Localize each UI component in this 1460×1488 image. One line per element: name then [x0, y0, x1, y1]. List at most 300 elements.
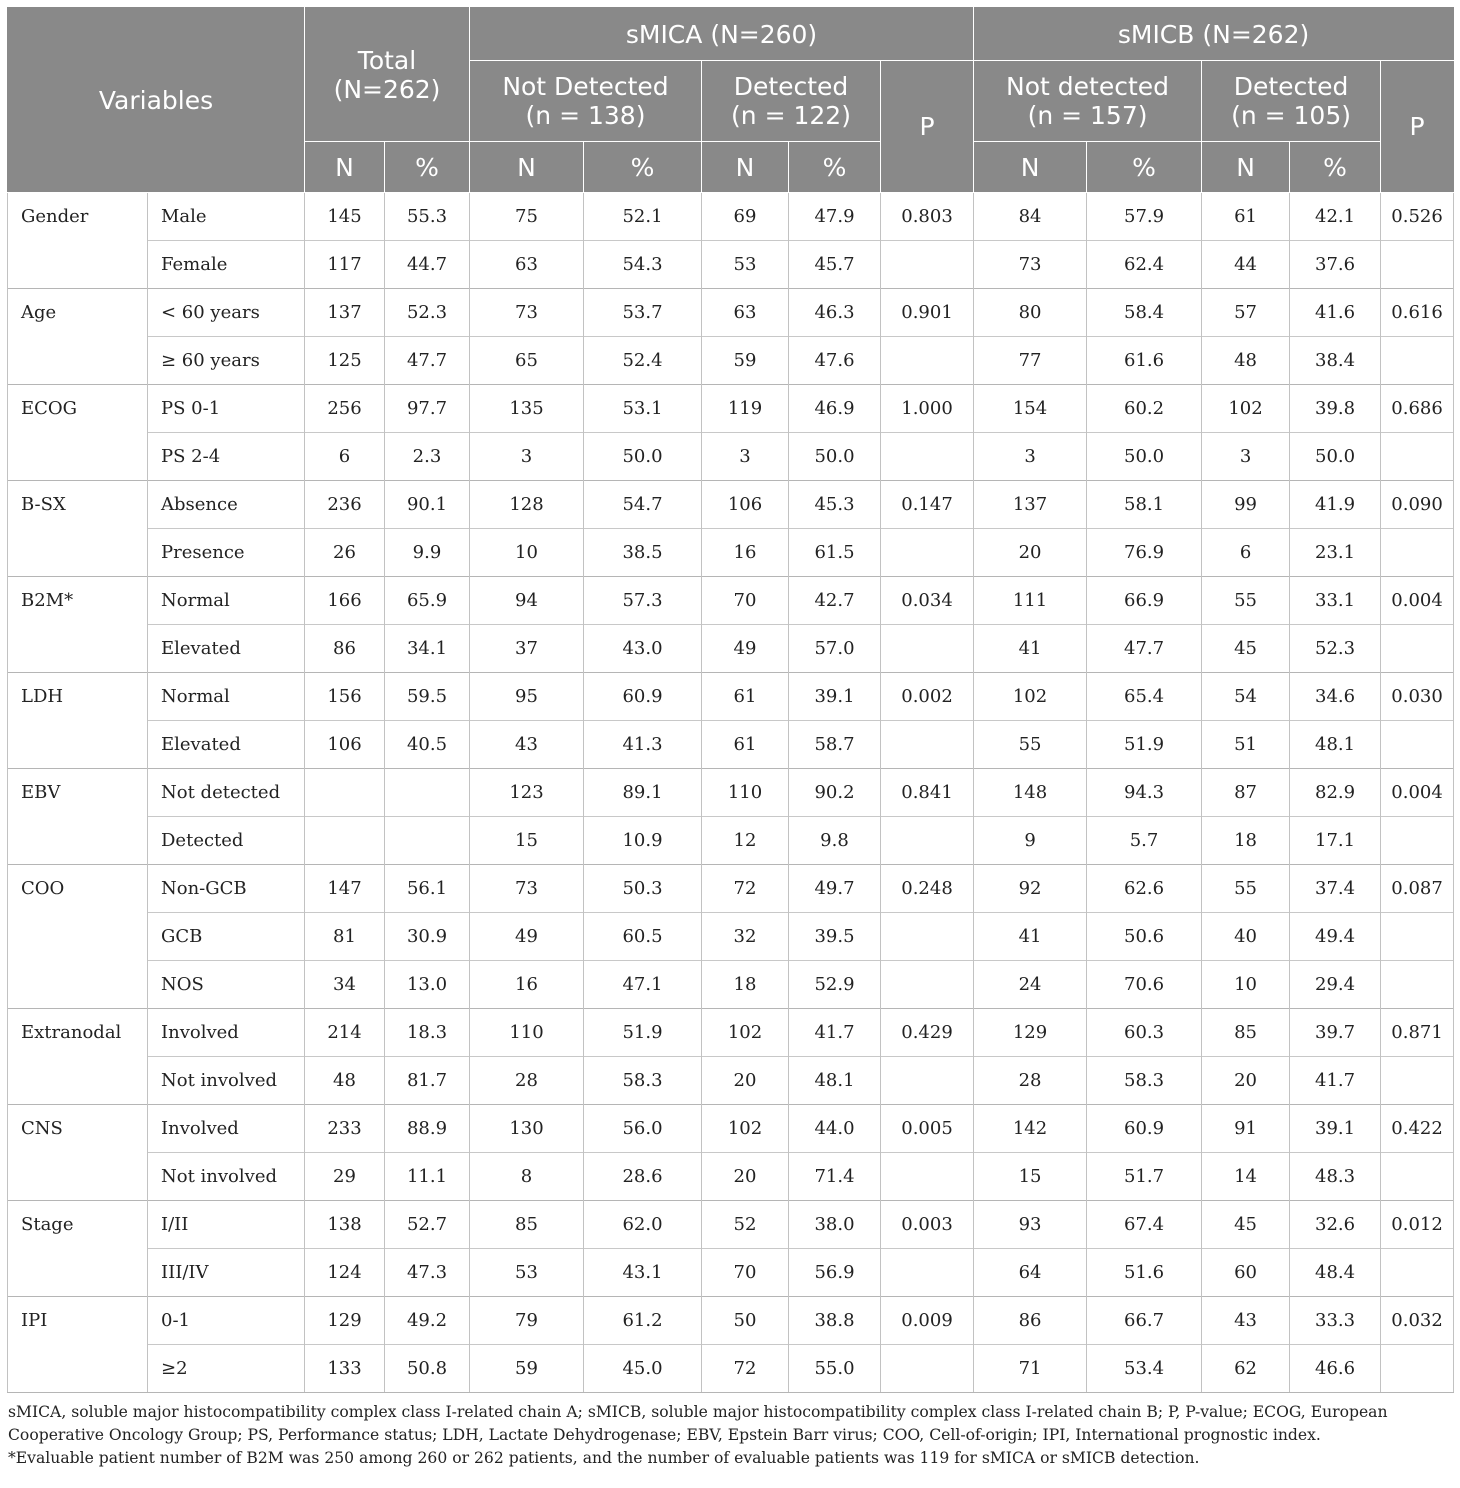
smicb-p-cell: 0.030: [1381, 673, 1454, 721]
smicb-d-n-cell: 40: [1202, 913, 1290, 961]
smica-nd-pct-header: %: [584, 142, 702, 193]
smica-d-pct-cell: 38.8: [789, 1297, 881, 1345]
category-cell: Involved: [148, 1009, 305, 1057]
smica-d-pct-cell: 39.5: [789, 913, 881, 961]
smica-d-n-header: N: [702, 142, 789, 193]
variable-cell: IPI: [8, 1297, 148, 1345]
variable-cell: ECOG: [8, 385, 148, 433]
smicb-nd-pct-cell: 62.6: [1087, 865, 1202, 913]
smica-nd-pct-cell: 89.1: [584, 769, 702, 817]
smica-d-pct-cell: 42.7: [789, 577, 881, 625]
smica-nd-pct-cell: 10.9: [584, 817, 702, 865]
category-cell: Female: [148, 241, 305, 289]
smica-not-detected-line1: Not Detected: [502, 72, 669, 101]
smicb-d-n-cell: 45: [1202, 625, 1290, 673]
smica-p-cell: 0.803: [881, 193, 974, 241]
smica-d-n-cell: 49: [702, 625, 789, 673]
smicb-nd-n-cell: 15: [974, 1153, 1087, 1201]
total-pct-cell: [385, 817, 470, 865]
smica-d-pct-cell: 58.7: [789, 721, 881, 769]
smica-nd-n-cell: 3: [470, 433, 584, 481]
smica-nd-n-cell: 135: [470, 385, 584, 433]
variable-cell: [8, 337, 148, 385]
smicb-p-cell: [1381, 1345, 1454, 1393]
smica-d-pct-cell: 56.9: [789, 1249, 881, 1297]
smicb-nd-pct-cell: 51.9: [1087, 721, 1202, 769]
category-cell: NOS: [148, 961, 305, 1009]
smica-d-n-cell: 53: [702, 241, 789, 289]
smicb-d-pct-cell: 41.6: [1290, 289, 1381, 337]
smicb-d-pct-cell: 48.4: [1290, 1249, 1381, 1297]
total-n-cell: 125: [305, 337, 385, 385]
table-row: [8, 385, 1454, 433]
smica-d-n-cell: 18: [702, 961, 789, 1009]
smica-d-n-cell: 102: [702, 1105, 789, 1153]
smica-d-n-cell: 20: [702, 1057, 789, 1105]
smica-nd-pct-cell: 54.3: [584, 241, 702, 289]
total-pct-cell: 49.2: [385, 1297, 470, 1345]
variable-cell: CNS: [8, 1105, 148, 1153]
smica-d-pct-cell: 44.0: [789, 1105, 881, 1153]
smicb-d-n-cell: 60: [1202, 1249, 1290, 1297]
variable-cell: Age: [8, 289, 148, 337]
smicb-nd-pct-cell: 50.6: [1087, 913, 1202, 961]
table-row: [8, 673, 1454, 721]
total-pct-cell: 34.1: [385, 625, 470, 673]
category-cell: PS 0-1: [148, 385, 305, 433]
total-header-line2: (N=262): [333, 74, 441, 104]
table-row: [8, 769, 1454, 817]
smicb-p-cell: [1381, 529, 1454, 577]
total-n-cell: 138: [305, 1201, 385, 1249]
smica-detected-line2: (n = 122): [731, 101, 851, 130]
smicb-d-n-cell: 91: [1202, 1105, 1290, 1153]
smicb-d-n-header: N: [1202, 142, 1290, 193]
total-pct-cell: 52.7: [385, 1201, 470, 1249]
smica-p-cell: 0.003: [881, 1201, 974, 1249]
smicb-p-cell: [1381, 1057, 1454, 1105]
smica-d-pct-cell: 9.8: [789, 817, 881, 865]
variable-cell: [8, 817, 148, 865]
smica-nd-pct-cell: 51.9: [584, 1009, 702, 1057]
smicb-nd-pct-cell: 57.9: [1087, 193, 1202, 241]
smicb-d-n-cell: 48: [1202, 337, 1290, 385]
total-pct-cell: 88.9: [385, 1105, 470, 1153]
total-pct-cell: 13.0: [385, 961, 470, 1009]
smica-d-pct-cell: 50.0: [789, 433, 881, 481]
smica-d-n-cell: 16: [702, 529, 789, 577]
table-body: [8, 193, 1454, 1393]
smicb-d-n-cell: 61: [1202, 193, 1290, 241]
smica-nd-n-cell: 75: [470, 193, 584, 241]
table-row: [8, 481, 1454, 529]
smicb-p-cell: 0.686: [1381, 385, 1454, 433]
smica-d-n-cell: 3: [702, 433, 789, 481]
smica-nd-n-cell: 10: [470, 529, 584, 577]
total-pct-header: %: [385, 142, 470, 193]
smica-p-cell: [881, 817, 974, 865]
table-row: [8, 241, 1454, 289]
smica-p-cell: 0.005: [881, 1105, 974, 1153]
category-cell: Detected: [148, 817, 305, 865]
smicb-detected-line2: (n = 105): [1231, 101, 1351, 130]
table-row: [8, 1345, 1454, 1393]
total-n-cell: 26: [305, 529, 385, 577]
smicb-nd-n-cell: 41: [974, 625, 1087, 673]
category-cell: Normal: [148, 577, 305, 625]
smica-d-pct-cell: 90.2: [789, 769, 881, 817]
smicb-p-cell: [1381, 241, 1454, 289]
category-cell: Normal: [148, 673, 305, 721]
smicb-nd-n-cell: 64: [974, 1249, 1087, 1297]
smicb-d-pct-cell: 38.4: [1290, 337, 1381, 385]
smica-nd-n-cell: 73: [470, 865, 584, 913]
table-row: [8, 1105, 1454, 1153]
category-cell: Non-GCB: [148, 865, 305, 913]
variable-cell: [8, 1057, 148, 1105]
variable-cell: [8, 721, 148, 769]
smica-nd-pct-cell: 53.7: [584, 289, 702, 337]
smica-not-detected-line2: (n = 138): [525, 101, 646, 130]
total-n-cell: 147: [305, 865, 385, 913]
smicb-detected-line1: Detected: [1233, 72, 1349, 101]
smicb-nd-pct-cell: 70.6: [1087, 961, 1202, 1009]
total-n-cell: 86: [305, 625, 385, 673]
smicb-nd-pct-cell: 62.4: [1087, 241, 1202, 289]
smicb-nd-n-cell: 111: [974, 577, 1087, 625]
smica-p-cell: [881, 337, 974, 385]
variable-cell: B-SX: [8, 481, 148, 529]
category-cell: Male: [148, 193, 305, 241]
smica-nd-n-cell: 49: [470, 913, 584, 961]
smica-p-cell: 0.002: [881, 673, 974, 721]
smica-nd-n-cell: 73: [470, 289, 584, 337]
smicb-d-n-cell: 45: [1202, 1201, 1290, 1249]
table-row: [8, 433, 1454, 481]
total-pct-cell: 47.3: [385, 1249, 470, 1297]
smicb-d-pct-cell: 52.3: [1290, 625, 1381, 673]
smicb-d-n-cell: 6: [1202, 529, 1290, 577]
smica-nd-pct-cell: 56.0: [584, 1105, 702, 1153]
smica-d-n-cell: 50: [702, 1297, 789, 1345]
smicb-d-pct-cell: 48.1: [1290, 721, 1381, 769]
smicb-nd-pct-cell: 51.6: [1087, 1249, 1202, 1297]
smicb-d-pct-cell: 33.3: [1290, 1297, 1381, 1345]
smicb-d-pct-cell: 33.1: [1290, 577, 1381, 625]
smica-nd-pct-cell: 52.1: [584, 193, 702, 241]
smicb-d-pct-cell: 37.6: [1290, 241, 1381, 289]
category-cell: Absence: [148, 481, 305, 529]
smicb-nd-pct-cell: 94.3: [1087, 769, 1202, 817]
smicb-nd-pct-header: %: [1087, 142, 1202, 193]
variable-cell: [8, 961, 148, 1009]
smicb-d-pct-cell: 37.4: [1290, 865, 1381, 913]
table-row: [8, 289, 1454, 337]
total-pct-cell: 81.7: [385, 1057, 470, 1105]
smica-d-pct-cell: 48.1: [789, 1057, 881, 1105]
smicb-detected-header: [1202, 61, 1381, 142]
footnotes: [7, 1401, 1453, 1470]
smicb-p-cell: 0.012: [1381, 1201, 1454, 1249]
smicb-p-cell: [1381, 817, 1454, 865]
smica-d-n-cell: 52: [702, 1201, 789, 1249]
smica-nd-n-cell: 28: [470, 1057, 584, 1105]
total-header-line1: Total: [357, 45, 417, 75]
smica-p-cell: [881, 241, 974, 289]
smicb-d-pct-cell: 17.1: [1290, 817, 1381, 865]
total-header: [305, 8, 470, 142]
smica-nd-pct-cell: 50.0: [584, 433, 702, 481]
total-pct-cell: 52.3: [385, 289, 470, 337]
smicb-d-pct-cell: 32.6: [1290, 1201, 1381, 1249]
total-pct-cell: 11.1: [385, 1153, 470, 1201]
total-n-cell: 233: [305, 1105, 385, 1153]
table-row: [8, 1153, 1454, 1201]
category-cell: Not involved: [148, 1153, 305, 1201]
smicb-d-pct-cell: 50.0: [1290, 433, 1381, 481]
smica-p-cell: [881, 961, 974, 1009]
smicb-p-cell: 0.616: [1381, 289, 1454, 337]
smicb-p-cell: 0.004: [1381, 769, 1454, 817]
variable-cell: EBV: [8, 769, 148, 817]
smica-d-n-cell: 61: [702, 721, 789, 769]
smica-p-cell: [881, 1249, 974, 1297]
table-row: [8, 817, 1454, 865]
table-row: [8, 193, 1454, 241]
smicb-nd-pct-cell: 5.7: [1087, 817, 1202, 865]
table-row: [8, 529, 1454, 577]
smicb-group-header: sMICB (N=262): [974, 8, 1454, 61]
smica-nd-n-cell: 43: [470, 721, 584, 769]
smicb-nd-pct-cell: 51.7: [1087, 1153, 1202, 1201]
smicb-d-n-cell: 57: [1202, 289, 1290, 337]
smica-nd-pct-cell: 61.2: [584, 1297, 702, 1345]
smicb-d-pct-header: %: [1290, 142, 1381, 193]
smicb-nd-pct-cell: 58.1: [1087, 481, 1202, 529]
variables-header: Variables: [8, 8, 305, 193]
smica-d-pct-cell: 41.7: [789, 1009, 881, 1057]
smicb-d-n-cell: 18: [1202, 817, 1290, 865]
total-n-cell: 137: [305, 289, 385, 337]
table-row: [8, 577, 1454, 625]
smicb-nd-n-cell: 92: [974, 865, 1087, 913]
total-n-cell: 106: [305, 721, 385, 769]
smica-detected-line1: Detected: [733, 72, 849, 101]
smicb-nd-n-cell: 55: [974, 721, 1087, 769]
table-row: [8, 1201, 1454, 1249]
variable-cell: [8, 1345, 148, 1393]
total-n-cell: [305, 817, 385, 865]
total-n-cell: 236: [305, 481, 385, 529]
smicb-p-cell: 0.422: [1381, 1105, 1454, 1153]
smica-nd-n-cell: 79: [470, 1297, 584, 1345]
smica-p-cell: [881, 433, 974, 481]
smica-d-n-cell: 102: [702, 1009, 789, 1057]
smicb-d-n-cell: 99: [1202, 481, 1290, 529]
total-pct-cell: 56.1: [385, 865, 470, 913]
smicb-d-n-cell: 3: [1202, 433, 1290, 481]
smicb-nd-pct-cell: 67.4: [1087, 1201, 1202, 1249]
smica-p-cell: 0.429: [881, 1009, 974, 1057]
smicb-d-n-cell: 51: [1202, 721, 1290, 769]
smicb-d-pct-cell: 39.1: [1290, 1105, 1381, 1153]
smicb-p-cell: [1381, 913, 1454, 961]
smicb-d-n-cell: 85: [1202, 1009, 1290, 1057]
category-cell: I/II: [148, 1201, 305, 1249]
table-row: [8, 1249, 1454, 1297]
smicb-nd-n-cell: 102: [974, 673, 1087, 721]
smicb-p-cell: [1381, 721, 1454, 769]
variable-cell: [8, 1249, 148, 1297]
smicb-nd-n-cell: 77: [974, 337, 1087, 385]
smicb-p-cell: 0.004: [1381, 577, 1454, 625]
smicb-d-n-cell: 43: [1202, 1297, 1290, 1345]
total-n-cell: 214: [305, 1009, 385, 1057]
smicb-p-cell: 0.090: [1381, 481, 1454, 529]
smica-nd-n-header: N: [470, 142, 584, 193]
category-cell: Involved: [148, 1105, 305, 1153]
smicb-p-cell: [1381, 1153, 1454, 1201]
smica-nd-pct-cell: 60.5: [584, 913, 702, 961]
smica-nd-pct-cell: 28.6: [584, 1153, 702, 1201]
smicb-d-pct-cell: 46.6: [1290, 1345, 1381, 1393]
smica-d-pct-cell: 52.9: [789, 961, 881, 1009]
category-cell: ≥2: [148, 1345, 305, 1393]
total-n-cell: 129: [305, 1297, 385, 1345]
total-n-header: N: [305, 142, 385, 193]
smica-nd-pct-cell: 54.7: [584, 481, 702, 529]
table-row: [8, 721, 1454, 769]
smicb-nd-pct-cell: 47.7: [1087, 625, 1202, 673]
smica-p-cell: [881, 721, 974, 769]
smica-p-cell: 0.901: [881, 289, 974, 337]
total-n-cell: 124: [305, 1249, 385, 1297]
total-pct-cell: 2.3: [385, 433, 470, 481]
smica-nd-n-cell: 123: [470, 769, 584, 817]
variable-cell: [8, 241, 148, 289]
smica-nd-n-cell: 128: [470, 481, 584, 529]
smica-d-n-cell: 63: [702, 289, 789, 337]
smica-p-cell: [881, 1153, 974, 1201]
smicb-d-pct-cell: 49.4: [1290, 913, 1381, 961]
smicb-p-cell: [1381, 625, 1454, 673]
smicb-nd-pct-cell: 66.9: [1087, 577, 1202, 625]
smica-nd-n-cell: 16: [470, 961, 584, 1009]
smicb-nd-n-cell: 142: [974, 1105, 1087, 1153]
total-n-cell: 156: [305, 673, 385, 721]
total-n-cell: 256: [305, 385, 385, 433]
smicb-nd-pct-cell: 50.0: [1087, 433, 1202, 481]
smica-not-detected-header: [470, 61, 702, 142]
smica-d-n-cell: 110: [702, 769, 789, 817]
smicb-d-pct-cell: 48.3: [1290, 1153, 1381, 1201]
smica-p-cell: 0.147: [881, 481, 974, 529]
smicb-nd-n-header: N: [974, 142, 1087, 193]
total-n-cell: 133: [305, 1345, 385, 1393]
smicb-d-n-cell: 102: [1202, 385, 1290, 433]
smicb-d-pct-cell: 82.9: [1290, 769, 1381, 817]
total-pct-cell: [385, 769, 470, 817]
smicb-d-pct-cell: 29.4: [1290, 961, 1381, 1009]
smicb-p-cell: [1381, 1249, 1454, 1297]
smica-d-n-cell: 106: [702, 481, 789, 529]
smica-nd-n-cell: 8: [470, 1153, 584, 1201]
smica-p-cell: [881, 529, 974, 577]
smica-p-cell: 1.000: [881, 385, 974, 433]
total-pct-cell: 18.3: [385, 1009, 470, 1057]
table-row: [8, 961, 1454, 1009]
smica-d-n-cell: 61: [702, 673, 789, 721]
smica-nd-pct-cell: 60.9: [584, 673, 702, 721]
smica-d-n-cell: 20: [702, 1153, 789, 1201]
smica-nd-n-cell: 63: [470, 241, 584, 289]
smicb-d-n-cell: 54: [1202, 673, 1290, 721]
total-n-cell: 29: [305, 1153, 385, 1201]
smicb-d-pct-cell: 41.9: [1290, 481, 1381, 529]
smicb-nd-pct-cell: 58.4: [1087, 289, 1202, 337]
smica-d-pct-cell: 71.4: [789, 1153, 881, 1201]
variable-cell: Stage: [8, 1201, 148, 1249]
smica-d-pct-cell: 46.9: [789, 385, 881, 433]
smicb-p-header: P: [1381, 61, 1454, 193]
smicb-d-pct-cell: 23.1: [1290, 529, 1381, 577]
smica-nd-n-cell: 110: [470, 1009, 584, 1057]
smica-p-cell: [881, 913, 974, 961]
category-cell: Elevated: [148, 721, 305, 769]
smicb-nd-n-cell: 80: [974, 289, 1087, 337]
smica-nd-pct-cell: 43.0: [584, 625, 702, 673]
total-n-cell: 166: [305, 577, 385, 625]
smica-d-pct-cell: 45.3: [789, 481, 881, 529]
smica-d-pct-cell: 39.1: [789, 673, 881, 721]
category-cell: ≥ 60 years: [148, 337, 305, 385]
variable-cell: [8, 913, 148, 961]
smica-nd-n-cell: 95: [470, 673, 584, 721]
smica-nd-pct-cell: 47.1: [584, 961, 702, 1009]
total-pct-cell: 40.5: [385, 721, 470, 769]
smica-p-header: P: [881, 61, 974, 193]
table-row: [8, 337, 1454, 385]
smica-d-n-cell: 12: [702, 817, 789, 865]
smicb-d-n-cell: 87: [1202, 769, 1290, 817]
smica-p-cell: [881, 1057, 974, 1105]
smica-d-n-cell: 32: [702, 913, 789, 961]
smicb-nd-pct-cell: 76.9: [1087, 529, 1202, 577]
smica-nd-n-cell: 130: [470, 1105, 584, 1153]
total-pct-cell: 47.7: [385, 337, 470, 385]
category-cell: Not detected: [148, 769, 305, 817]
smicb-nd-n-cell: 73: [974, 241, 1087, 289]
smicb-d-n-cell: 14: [1202, 1153, 1290, 1201]
category-cell: Elevated: [148, 625, 305, 673]
smicb-nd-pct-cell: 61.6: [1087, 337, 1202, 385]
smica-nd-pct-cell: 58.3: [584, 1057, 702, 1105]
total-n-cell: 145: [305, 193, 385, 241]
smica-d-pct-cell: 46.3: [789, 289, 881, 337]
category-cell: GCB: [148, 913, 305, 961]
smicb-d-n-cell: 55: [1202, 865, 1290, 913]
smica-nd-n-cell: 65: [470, 337, 584, 385]
smica-nd-pct-cell: 53.1: [584, 385, 702, 433]
abbreviations-note: sMICA, soluble major histocompatibility complex class I-related chain A; sMICB, soluble major histocompatibility complex class I-related chain B; P, P-value; ECOG, European Cooperative Oncology Group; PS, Performance status; LDH, Lactate Dehydrogenase; EBV, Epstein Barr virus; COO, Cell-of-origin; IPI, International prognostic index.: [8, 1403, 1388, 1444]
total-pct-cell: 65.9: [385, 577, 470, 625]
total-pct-cell: 59.5: [385, 673, 470, 721]
smica-detected-header: [702, 61, 881, 142]
smicb-nd-n-cell: 93: [974, 1201, 1087, 1249]
category-cell: 0-1: [148, 1297, 305, 1345]
smicb-d-n-cell: 55: [1202, 577, 1290, 625]
smicb-nd-n-cell: 86: [974, 1297, 1087, 1345]
